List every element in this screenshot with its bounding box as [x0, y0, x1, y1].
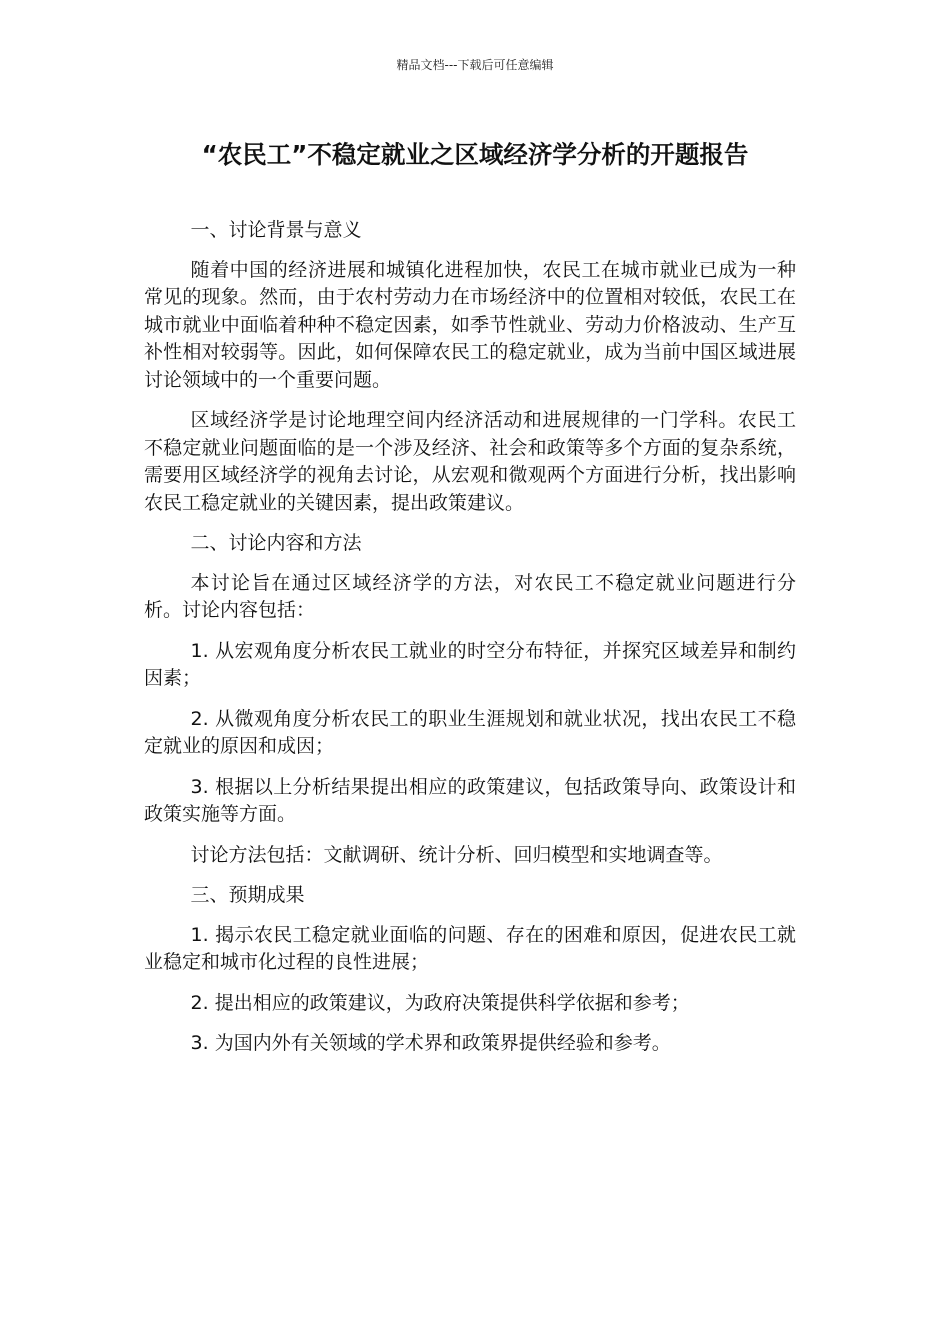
section-heading-expected-results: 三、预期成果: [190, 884, 305, 906]
document-body: [144, 217, 796, 1071]
list-item-result-2: 2. 提出相应的政策建议，为政府决策提供科学依据和参考；: [190, 991, 690, 1014]
page-header-note: 精品文档---下载后可任意编辑: [396, 58, 554, 72]
paragraph-background-2: 区域经济学是讨论地理空间内经济活动和进展规律的一门学科。农民工不稳定就业问题面临的是一个涉及经济、社会和政策等多个方面的复杂系统，需要用区域经济学的视角去讨论，从宏观和微观两个方面进行分析，找出影响农民工稳定就业的关键因素，提出政策建议。: [144, 409, 796, 514]
paragraph-methods: 讨论方法包括：文献调研、统计分析、回归模型和实地调查等。: [190, 843, 723, 866]
section-heading-background: 一、讨论背景与意义: [190, 219, 362, 241]
list-item-content-2: 2. 从微观角度分析农民工的职业生涯规划和就业状况，找出农民工不稳定就业的原因和成因；: [144, 707, 796, 757]
list-item-result-1: 1. 揭示农民工稳定就业面临的问题、存在的困难和原因，促进农民工就业稳定和城市化过程的良性进展；: [144, 923, 796, 973]
list-item-result-3: 3. 为国内外有关领域的学术界和政策界提供经验和参考。: [190, 1032, 671, 1054]
paragraph-content-intro: 本讨论旨在通过区域经济学的方法，对农民工不稳定就业问题进行分析。讨论内容包括：: [144, 571, 796, 621]
document-title: “农民工”不稳定就业之区域经济学分析的开题报告: [201, 140, 749, 169]
section-heading-content-methods: 二、讨论内容和方法: [190, 532, 362, 554]
list-item-content-3: 3. 根据以上分析结果提出相应的政策建议，包括政策导向、政策设计和政策实施等方面。: [144, 775, 796, 825]
paragraph-background-1: 随着中国的经济进展和城镇化进程加快，农民工在城市就业已成为一种常见的现象。然而，由于农村劳动力在市场经济中的位置相对较低，农民工在城市就业中面临着种种不稳定因素，如季节性就业、劳动力价格波动、生产互补性相对较弱等。因此，如何保障农民工的稳定就业，成为当前中国区域进展讨论领域中的一个重要问题。: [144, 258, 796, 391]
list-item-content-1: 1. 从宏观角度分析农民工就业的时空分布特征，并探究区域差异和制约因素；: [144, 639, 796, 689]
